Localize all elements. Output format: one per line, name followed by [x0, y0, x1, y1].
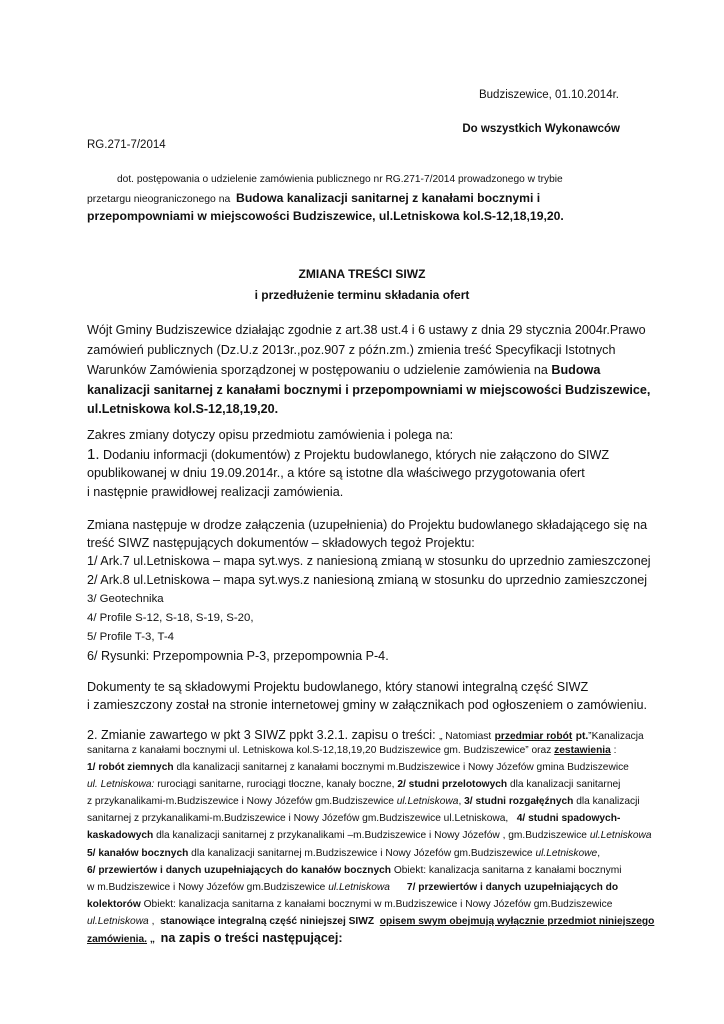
scope-item-number: 1. — [87, 446, 100, 463]
body-line-5 — [87, 810, 647, 827]
scope-item-1 — [87, 446, 609, 464]
street-name: ul. Letniskowa: — [87, 779, 155, 791]
subject-line-1: dot. postępowania o udzielenie zamówienia publicznego nr RG.271-7/2014 prowadzonego w trybie — [117, 174, 563, 185]
list-item-2: 2/ Ark.8 ul.Letniskowa – mapa syt.wys.z naniesioną zmianą w stosunku do uprzednio zamieszczonej — [87, 573, 648, 587]
subject-title-part-2: przepompowniami w miejscowości Budziszewice, ul.Letniskowa kol.S-12,18,19,20. — [87, 209, 564, 223]
subject-title-part-1: Budowa kanalizacji sanitarnej z kanałami bocznymi i — [236, 191, 541, 205]
body-line-10 — [87, 896, 647, 913]
document-subtitle: i przedłużenie terminu składania ofert — [254, 288, 470, 302]
scope-line-4: i następnie prawidłowej realizacji zamówienia. — [87, 485, 344, 499]
scope-statement: opisem swym obejmują wyłącznie przedmiot niniejszego — [379, 915, 655, 927]
body-line-11 — [87, 913, 655, 930]
body-line-6 — [87, 827, 652, 844]
subject-prefix: przetargu nieograniczonego na — [87, 194, 231, 205]
body-line-8 — [87, 862, 647, 879]
intro-line-1: Wójt Gminy Budziszewice działając zgodnie z art.38 ust.4 i 6 ustawy z dnia 29 stycznia 2004r.Prawo — [87, 323, 646, 337]
item-5-text: dla kanalizacji sanitarnej m.Budziszewice i Nowy Józefów gm.Budziszewice — [188, 847, 533, 859]
documents-line-1: Dokumenty te są składowymi Projektu budowlanego, który stanowi integralną część SIWZ — [87, 680, 589, 694]
body-line-7 — [87, 845, 647, 862]
list-item-3: 3/ Geotechnika — [87, 593, 164, 605]
item-2-text: dla kanalizacji sanitarnej — [507, 779, 621, 791]
section-2-lead: 2. Zmianie zawartego w pkt 3 SIWZ ppkt 3.2.1. zapisu o treści: — [87, 728, 436, 742]
body-line-9 — [87, 879, 647, 896]
colon: : — [610, 745, 617, 756]
list-item-4: 4/ Profile S-12, S-18, S-19, S-20, — [87, 612, 254, 624]
list-item-1: 1/ Ark.7 ul.Letniskowa – mapa syt.wys. z naniesioną zmianą w stosunku do uprzednio zamieszczonej — [87, 554, 651, 568]
intro-line-4: kanalizacji sanitarnej z kanałami bocznymi i przepompowniami w miejscowości Budziszewice, — [87, 383, 651, 397]
change-line-2: treść SIWZ następujących dokumentów – składowych tegoż Projektu: — [87, 536, 475, 550]
comma-3: , — [148, 915, 155, 927]
item-4-title-cont: kaskadowych — [87, 830, 154, 842]
comma: , — [458, 796, 462, 808]
intro-line-5: ul.Letniskowa kol.S-12,18,19,20. — [87, 402, 279, 416]
integral-part-text: stanowiące integralną część niniejszej SIWZ — [160, 915, 375, 927]
item-3-title: 3/ studni rozgałęźnych — [464, 796, 574, 808]
item-3-text: dla kanalizacji — [573, 796, 640, 808]
documents-line-2: i zamieszczony został na stronie internetowej gminy w załącznikach pod ogłoszeniem o zamówieniu. — [87, 698, 647, 712]
item-6-text: Obiekt: kanalizacja sanitarna z kanałami bocznymi — [391, 864, 622, 876]
body-line-12 — [87, 930, 647, 948]
item-7-title: 7/ przewiertów i danych uzupełniających do — [406, 881, 619, 893]
section-2-body — [87, 742, 655, 948]
scope-line-3: opublikowanej w dniu 19.09.2014r., a które są istotne dla właściwego przygotowania ofert — [87, 466, 585, 480]
scope-item-text: Dodaniu informacji (dokumentów) z Projektu budowlanego, których nie załączono do SIWZ — [103, 448, 610, 462]
intro-line-3-bold: Budowa — [551, 363, 601, 377]
body-line-4 — [87, 793, 647, 810]
place-and-date: Budziszewice, 01.10.2014r. — [478, 89, 619, 101]
listings-label: zestawienia — [554, 745, 611, 756]
bill-of-quantities-label: przedmiar robót — [494, 731, 573, 742]
body-line-3 — [87, 776, 647, 793]
project-title-start: ”Kanalizacja — [588, 731, 644, 742]
quote-open: „ Natomiast — [439, 731, 492, 742]
intro-line-2: zamówień publicznych (Dz.U.z 2013r.,poz.907 z późn.zm.) zmienia treść Specyfikacji Istotnych — [87, 343, 616, 357]
reference-number: RG.271-7/2014 — [87, 139, 166, 151]
replacement-lead: na zapis o treści następującej: — [160, 931, 343, 946]
comma-2: , — [597, 847, 601, 859]
item-6-street: ul.Letniskowa — [328, 881, 390, 893]
subject-line-2 — [87, 190, 540, 208]
item-3-location: sanitarnej z przykanalikami-m.Budziszewice i Nowy Józefów gm.Budziszewice ul.Letniskowa, — [87, 813, 509, 825]
item-6-title: 6/ przewiertów i danych uzupełniających do kanałów bocznych — [87, 864, 391, 876]
order-word: zamówienia. — [87, 934, 148, 946]
item-1-text: dla kanalizacji sanitarnej z kanałami bocznymi m.Budziszewice i Nowy Józefów gmina Budziszewice — [173, 762, 629, 774]
body-line-2 — [87, 759, 647, 776]
document-title: ZMIANA TREŚCI SIWZ — [298, 267, 426, 281]
intro-line-3-text: Warunków Zamówienia sporządzonej w postępowaniu o udzielenie zamówienia na — [87, 363, 548, 377]
item-1-title: 1/ robót ziemnych — [87, 762, 174, 774]
item-5-street: ul.Letniskowe — [535, 847, 598, 859]
body-line-1 — [87, 742, 647, 759]
item-4-street: ul.Letniskowa — [589, 830, 652, 842]
list-item-5: 5/ Profile T-3, T-4 — [87, 631, 174, 643]
scope-intro: Zakres zmiany dotyczy opisu przedmiotu zamówienia i polega na: — [87, 428, 454, 442]
item-6-location: w m.Budziszewice i Nowy Józefów gm.Budziszewice — [87, 881, 326, 893]
item-4-title: 4/ studni spadowych- — [516, 813, 621, 825]
item-4-text: dla kanalizacji sanitarnej z przykanalikami –m.Budziszewice i Nowy Józefów , gm.Budziszewice — [153, 830, 587, 842]
quote-close: „ — [147, 934, 155, 946]
project-title-rest: sanitarna z kanałami bocznymi ul. Letniskowa kol.S-12,18,19,20 Budziszewice gm. Budziszewice” oraz — [87, 745, 552, 756]
item-1-details: rurociągi sanitarne, rurociągi tłoczne, kanały boczne, — [154, 779, 395, 791]
list-item-6: 6/ Rysunki: Przepompownia P-3, przepompownia P-4. — [87, 649, 389, 663]
item-5-title: 5/ kanałów bocznych — [87, 847, 189, 859]
item-2-street: ul.Letniskowa — [396, 796, 459, 808]
item-7-title-cont: kolektorów — [87, 898, 141, 910]
item-7-text: Obiekt: kanalizacja sanitarna z kanałami bocznymi w m.Budziszewice i Nowy Józefów gm.Budziszewice — [140, 898, 613, 910]
recipient: Do wszystkich Wykonawców — [462, 123, 620, 135]
intro-line-3 — [87, 361, 600, 379]
item-2-location: z przykanalikami-m.Budziszewice i Nowy Józefów gm.Budziszewice — [87, 796, 394, 808]
item-2-title: 2/ studni przelotowych — [397, 779, 508, 791]
titled-label: pt. — [575, 731, 589, 742]
change-line-1: Zmiana następuje w drodze załączenia (uzupełnienia) do Projektu budowlanego składającego się na — [87, 518, 648, 532]
item-7-street: ul.Letniskowa — [87, 915, 149, 927]
